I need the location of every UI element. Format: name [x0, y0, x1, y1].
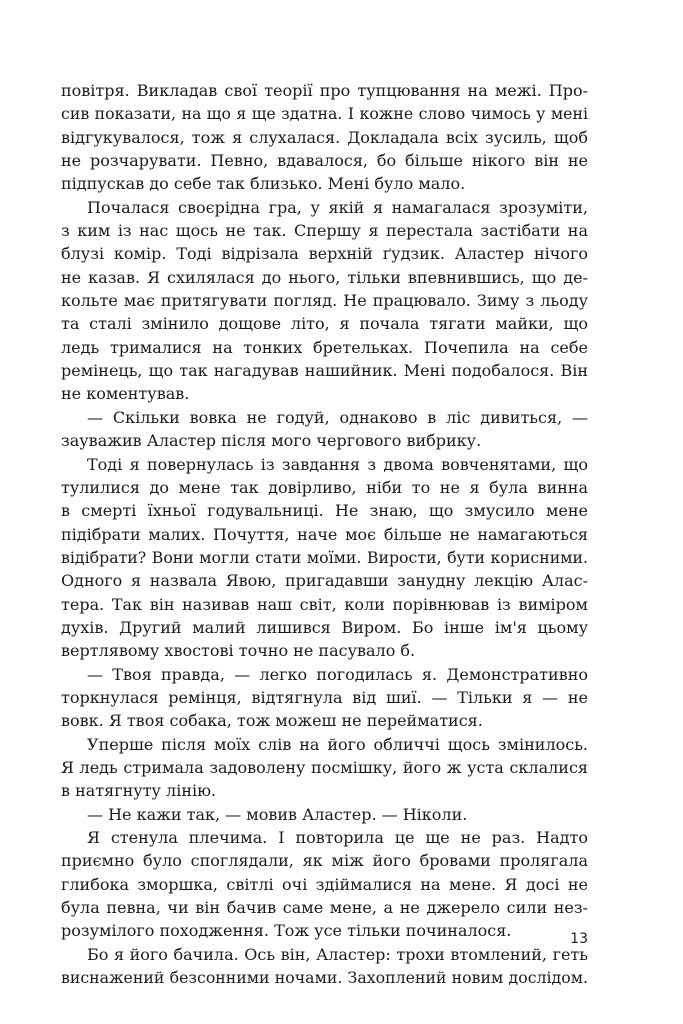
text-line: була певна, чи він бачив саме мене, а не джерело сили нез- [61, 898, 588, 918]
text-line: Я ледь стримала задоволену посмішку, його ж уста склалися [61, 757, 588, 777]
text-line: торкнулася ремінця, відтягнула від шиї. — Тільки я — не [61, 687, 588, 707]
text-line: відібрати? Вони могли стати моїми. Вирости, бути корисними. [61, 547, 588, 567]
text-line: тера. Так він називав наш світ, коли порівнював із виміром [61, 594, 588, 614]
text-line: та сталі змінило дощове літо, я почала тягати майки, що [61, 314, 588, 334]
body-text [61, 79, 588, 989]
text-line: розумілого походження. Тож усе тільки починалося. [61, 921, 512, 941]
text-line: ледь трималися на тонких бретельках. Почепила на себе [61, 337, 588, 357]
text-line: Бо я його бачила. Ось він, Аластер: трохи втомлений, геть [87, 944, 588, 964]
text-line: Почалася своєрідна гра, у якій я намагалася зрозуміти, [87, 197, 588, 217]
text-line: не коментував. [61, 384, 190, 404]
text-line: приємно було споглядали, як між його бровами пролягала [61, 851, 588, 871]
text-line: тулилися до мене так довірливо, ніби то не я була винна [61, 477, 588, 497]
text-line: Уперше після моїх слів на його обличчі щось змінилось. [87, 734, 588, 754]
text-line: Я стенула плечима. І повторила це ще не раз. Надто [87, 828, 588, 847]
text-line: кольте має притягувати погляд. Не працювало. Зиму з льоду [61, 291, 588, 311]
text-line: Тоді я повернулась із завдання з двома вовченятами, що [87, 454, 588, 474]
text-line: повітря. Викладав свої теорії про тупцювання на межі. Про- [61, 81, 588, 100]
text-line: сив показати, на що я ще здатна. І кожне слово чимось у мені [61, 104, 588, 124]
text-line: не розчарувати. Певно, вдавалося, бо більше нікого він не [61, 151, 588, 171]
text-line: — Твоя правда, — легко погодилась я. Демонстративно [87, 664, 588, 684]
text-line: вертлявому хвостові точно не пасувало б. [61, 641, 416, 661]
text-line: зауважив Аластер після мого чергового вибрику. [61, 431, 482, 451]
text-line: вовк. Я твоя собака, тож можеш не перейматися. [61, 711, 483, 731]
text-line: — Не кажи так, — мовив Аластер. — Ніколи. [87, 804, 468, 824]
text-line: глибока зморшка, світлі очі здіймалися на мене. Я досі не [61, 874, 588, 894]
text-line: блузі комір. Тоді відрізала верхній ґудзик. Аластер нічого [61, 244, 588, 264]
text-line: духів. Другий малий лишився Виром. Бо інше ім'я цьому [61, 617, 588, 637]
text-line: ремінець, що так нагадував нашийник. Мені подобалося. Він [61, 361, 588, 381]
text-line: виснажений безсонними ночами. Захоплений новим дослідом. [61, 968, 588, 988]
text-line: підібрати малих. Почуття, наче моє більше не намагаються [61, 524, 588, 544]
text-line: не казав. Я схилялася до нього, тільки впевнившись, що де- [61, 267, 588, 287]
text-line: в смерті їхньої годувальниці. Не знаю, що змусило мене [61, 501, 588, 521]
text-line: підпускав до себе так близько. Мені було мало. [61, 174, 466, 194]
text-line: — Скільки вовка не годуй, однаково в ліс дивиться, — [87, 407, 588, 427]
text-line: з ким із нас щось не так. Спершу я перестала застібати на [61, 221, 588, 241]
text-line: відгукувалося, тож я слухалася. Докладала всіх зусиль, щоб [61, 127, 588, 147]
page-number: 13 [570, 931, 588, 947]
text-line: в натягнуту лінію. [61, 781, 217, 801]
text-line: Одного я назвала Явою, пригадавши занудну лекцію Алас- [61, 571, 588, 591]
